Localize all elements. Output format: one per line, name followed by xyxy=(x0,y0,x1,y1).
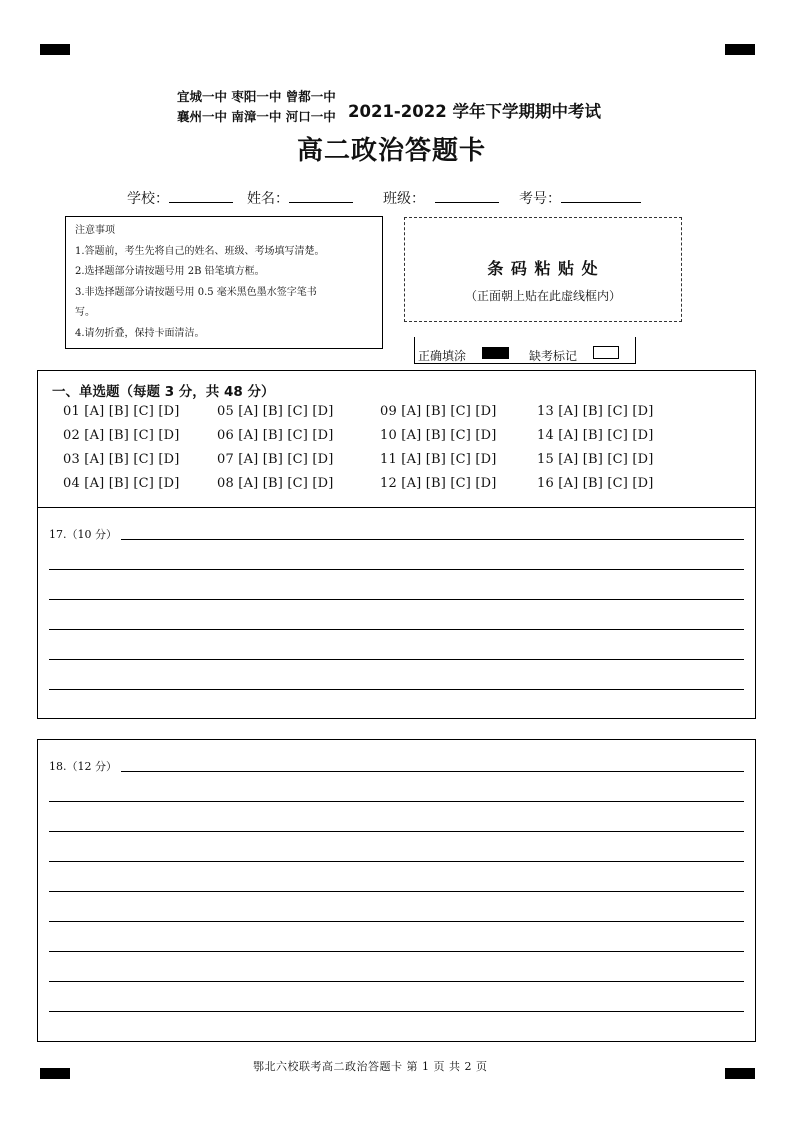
question-number: 11 xyxy=(380,452,397,467)
mc-question[interactable] xyxy=(537,428,654,443)
question-17-label: 17.（10 分） xyxy=(49,528,117,541)
question-number: 10 xyxy=(380,428,397,443)
class-field[interactable] xyxy=(383,188,499,208)
answer-line[interactable] xyxy=(49,831,744,832)
answer-line[interactable] xyxy=(49,861,744,862)
id-field[interactable] xyxy=(519,188,641,208)
registration-mark-bottom-left xyxy=(40,1068,70,1079)
mc-question[interactable] xyxy=(217,452,334,467)
answer-line[interactable] xyxy=(49,921,744,922)
answer-line[interactable] xyxy=(49,951,744,952)
mc-question[interactable] xyxy=(63,404,180,419)
page-footer: 鄂北六校联考高二政治答题卡 第 1 页 共 2 页 xyxy=(253,1060,488,1073)
mc-question[interactable] xyxy=(63,428,180,443)
correct-fill-sample xyxy=(482,347,509,359)
answer-options[interactable]: [A] [B] [C] [D] xyxy=(238,404,334,419)
question-number: 14 xyxy=(537,428,554,443)
answer-options[interactable]: [A] [B] [C] [D] xyxy=(84,404,180,419)
answer-line[interactable] xyxy=(121,771,744,772)
answer-line[interactable] xyxy=(49,891,744,892)
question-number: 08 xyxy=(217,476,234,491)
school-blank[interactable] xyxy=(169,188,233,203)
page-title: 高二政治答题卡 xyxy=(297,136,487,166)
question-number: 07 xyxy=(217,452,234,467)
notice-item: 4.请勿折叠，保持卡面清洁。 xyxy=(75,327,205,339)
answer-options[interactable]: [A] [B] [C] [D] xyxy=(558,428,654,443)
multiple-choice-section xyxy=(37,370,756,508)
question-number: 01 xyxy=(63,404,80,419)
mc-question[interactable] xyxy=(217,428,334,443)
question-number: 03 xyxy=(63,452,80,467)
notice-title: 注意事项 xyxy=(75,225,115,236)
school-field[interactable] xyxy=(127,188,233,208)
registration-mark-bottom-right xyxy=(725,1068,755,1079)
answer-options[interactable]: [A] [B] [C] [D] xyxy=(84,428,180,443)
notice-item: 写。 xyxy=(75,307,95,318)
name-blank[interactable] xyxy=(289,188,353,203)
answer-options[interactable]: [A] [B] [C] [D] xyxy=(238,476,334,491)
answer-options[interactable]: [A] [B] [C] [D] xyxy=(401,404,497,419)
answer-line[interactable] xyxy=(49,689,744,690)
mc-question[interactable] xyxy=(537,404,654,419)
registration-mark-top-left xyxy=(40,44,70,55)
mc-section-title: 一、单选题（每题 3 分，共 48 分） xyxy=(52,384,275,400)
question-number: 13 xyxy=(537,404,554,419)
mc-question[interactable] xyxy=(217,404,334,419)
answer-options[interactable]: [A] [B] [C] [D] xyxy=(401,452,497,467)
school-list xyxy=(177,87,336,127)
school-list-line-1: 宜城一中 枣阳一中 曾都一中 xyxy=(177,89,336,104)
answer-line[interactable] xyxy=(49,801,744,802)
answer-options[interactable]: [A] [B] [C] [D] xyxy=(558,476,654,491)
question-number: 09 xyxy=(380,404,397,419)
absent-mark-label: 缺考标记 xyxy=(529,349,578,363)
mc-question[interactable] xyxy=(63,476,180,491)
barcode-area xyxy=(404,217,682,322)
mc-question[interactable] xyxy=(380,428,497,443)
question-18-answer-area[interactable] xyxy=(37,739,756,1042)
class-blank[interactable] xyxy=(435,188,499,203)
answer-line[interactable] xyxy=(49,599,744,600)
answer-options[interactable]: [A] [B] [C] [D] xyxy=(238,452,334,467)
question-number: 05 xyxy=(217,404,234,419)
correct-fill-label: 正确填涂 xyxy=(418,349,467,363)
answer-line[interactable] xyxy=(49,569,744,570)
name-field[interactable] xyxy=(247,188,353,208)
barcode-subtitle: （正面朝上贴在此虚线框内） xyxy=(464,289,621,303)
answer-line[interactable] xyxy=(121,539,744,540)
notice-box xyxy=(65,216,383,349)
answer-line[interactable] xyxy=(49,1011,744,1012)
question-number: 15 xyxy=(537,452,554,467)
answer-options[interactable]: [A] [B] [C] [D] xyxy=(401,476,497,491)
mc-question[interactable] xyxy=(537,476,654,491)
id-label: 考号： xyxy=(519,191,561,207)
school-list-line-2: 襄州一中 南漳一中 河口一中 xyxy=(177,109,336,124)
mc-question[interactable] xyxy=(537,452,654,467)
id-blank[interactable] xyxy=(561,188,641,203)
notice-item: 1.答题前，考生先将自己的姓名、班级、考场填写清楚。 xyxy=(75,245,325,257)
mc-question[interactable] xyxy=(380,404,497,419)
exam-title: 2021-2022 学年下学期期中考试 xyxy=(348,102,601,121)
class-label: 班级： xyxy=(383,191,425,207)
school-label: 学校： xyxy=(127,191,169,207)
answer-options[interactable]: [A] [B] [C] [D] xyxy=(558,452,654,467)
question-number: 16 xyxy=(537,476,554,491)
barcode-title: 条 码 粘 贴 处 xyxy=(487,259,599,278)
question-18-label: 18.（12 分） xyxy=(49,760,117,773)
notice-item: 3.非选择题部分请按题号用 0.5 毫米黑色墨水签字笔书 xyxy=(75,286,317,298)
mc-question[interactable] xyxy=(380,476,497,491)
answer-options[interactable]: [A] [B] [C] [D] xyxy=(238,428,334,443)
mc-question[interactable] xyxy=(63,452,180,467)
question-number: 04 xyxy=(63,476,80,491)
question-number: 06 xyxy=(217,428,234,443)
question-number: 02 xyxy=(63,428,80,443)
answer-options[interactable]: [A] [B] [C] [D] xyxy=(84,476,180,491)
fill-legend xyxy=(414,337,636,364)
mc-question[interactable] xyxy=(380,452,497,467)
registration-mark-top-right xyxy=(725,44,755,55)
mc-question[interactable] xyxy=(217,476,334,491)
name-label: 姓名： xyxy=(247,191,289,207)
answer-options[interactable]: [A] [B] [C] [D] xyxy=(84,452,180,467)
absent-mark-box[interactable] xyxy=(593,346,619,359)
question-17-answer-area[interactable] xyxy=(37,507,756,719)
answer-line[interactable] xyxy=(49,981,744,982)
answer-line[interactable] xyxy=(49,629,744,630)
answer-options[interactable]: [A] [B] [C] [D] xyxy=(401,428,497,443)
answer-line[interactable] xyxy=(49,659,744,660)
question-number: 12 xyxy=(380,476,397,491)
notice-item: 2.选择题部分请按题号用 2B 铅笔填方框。 xyxy=(75,266,265,277)
answer-options[interactable]: [A] [B] [C] [D] xyxy=(558,404,654,419)
